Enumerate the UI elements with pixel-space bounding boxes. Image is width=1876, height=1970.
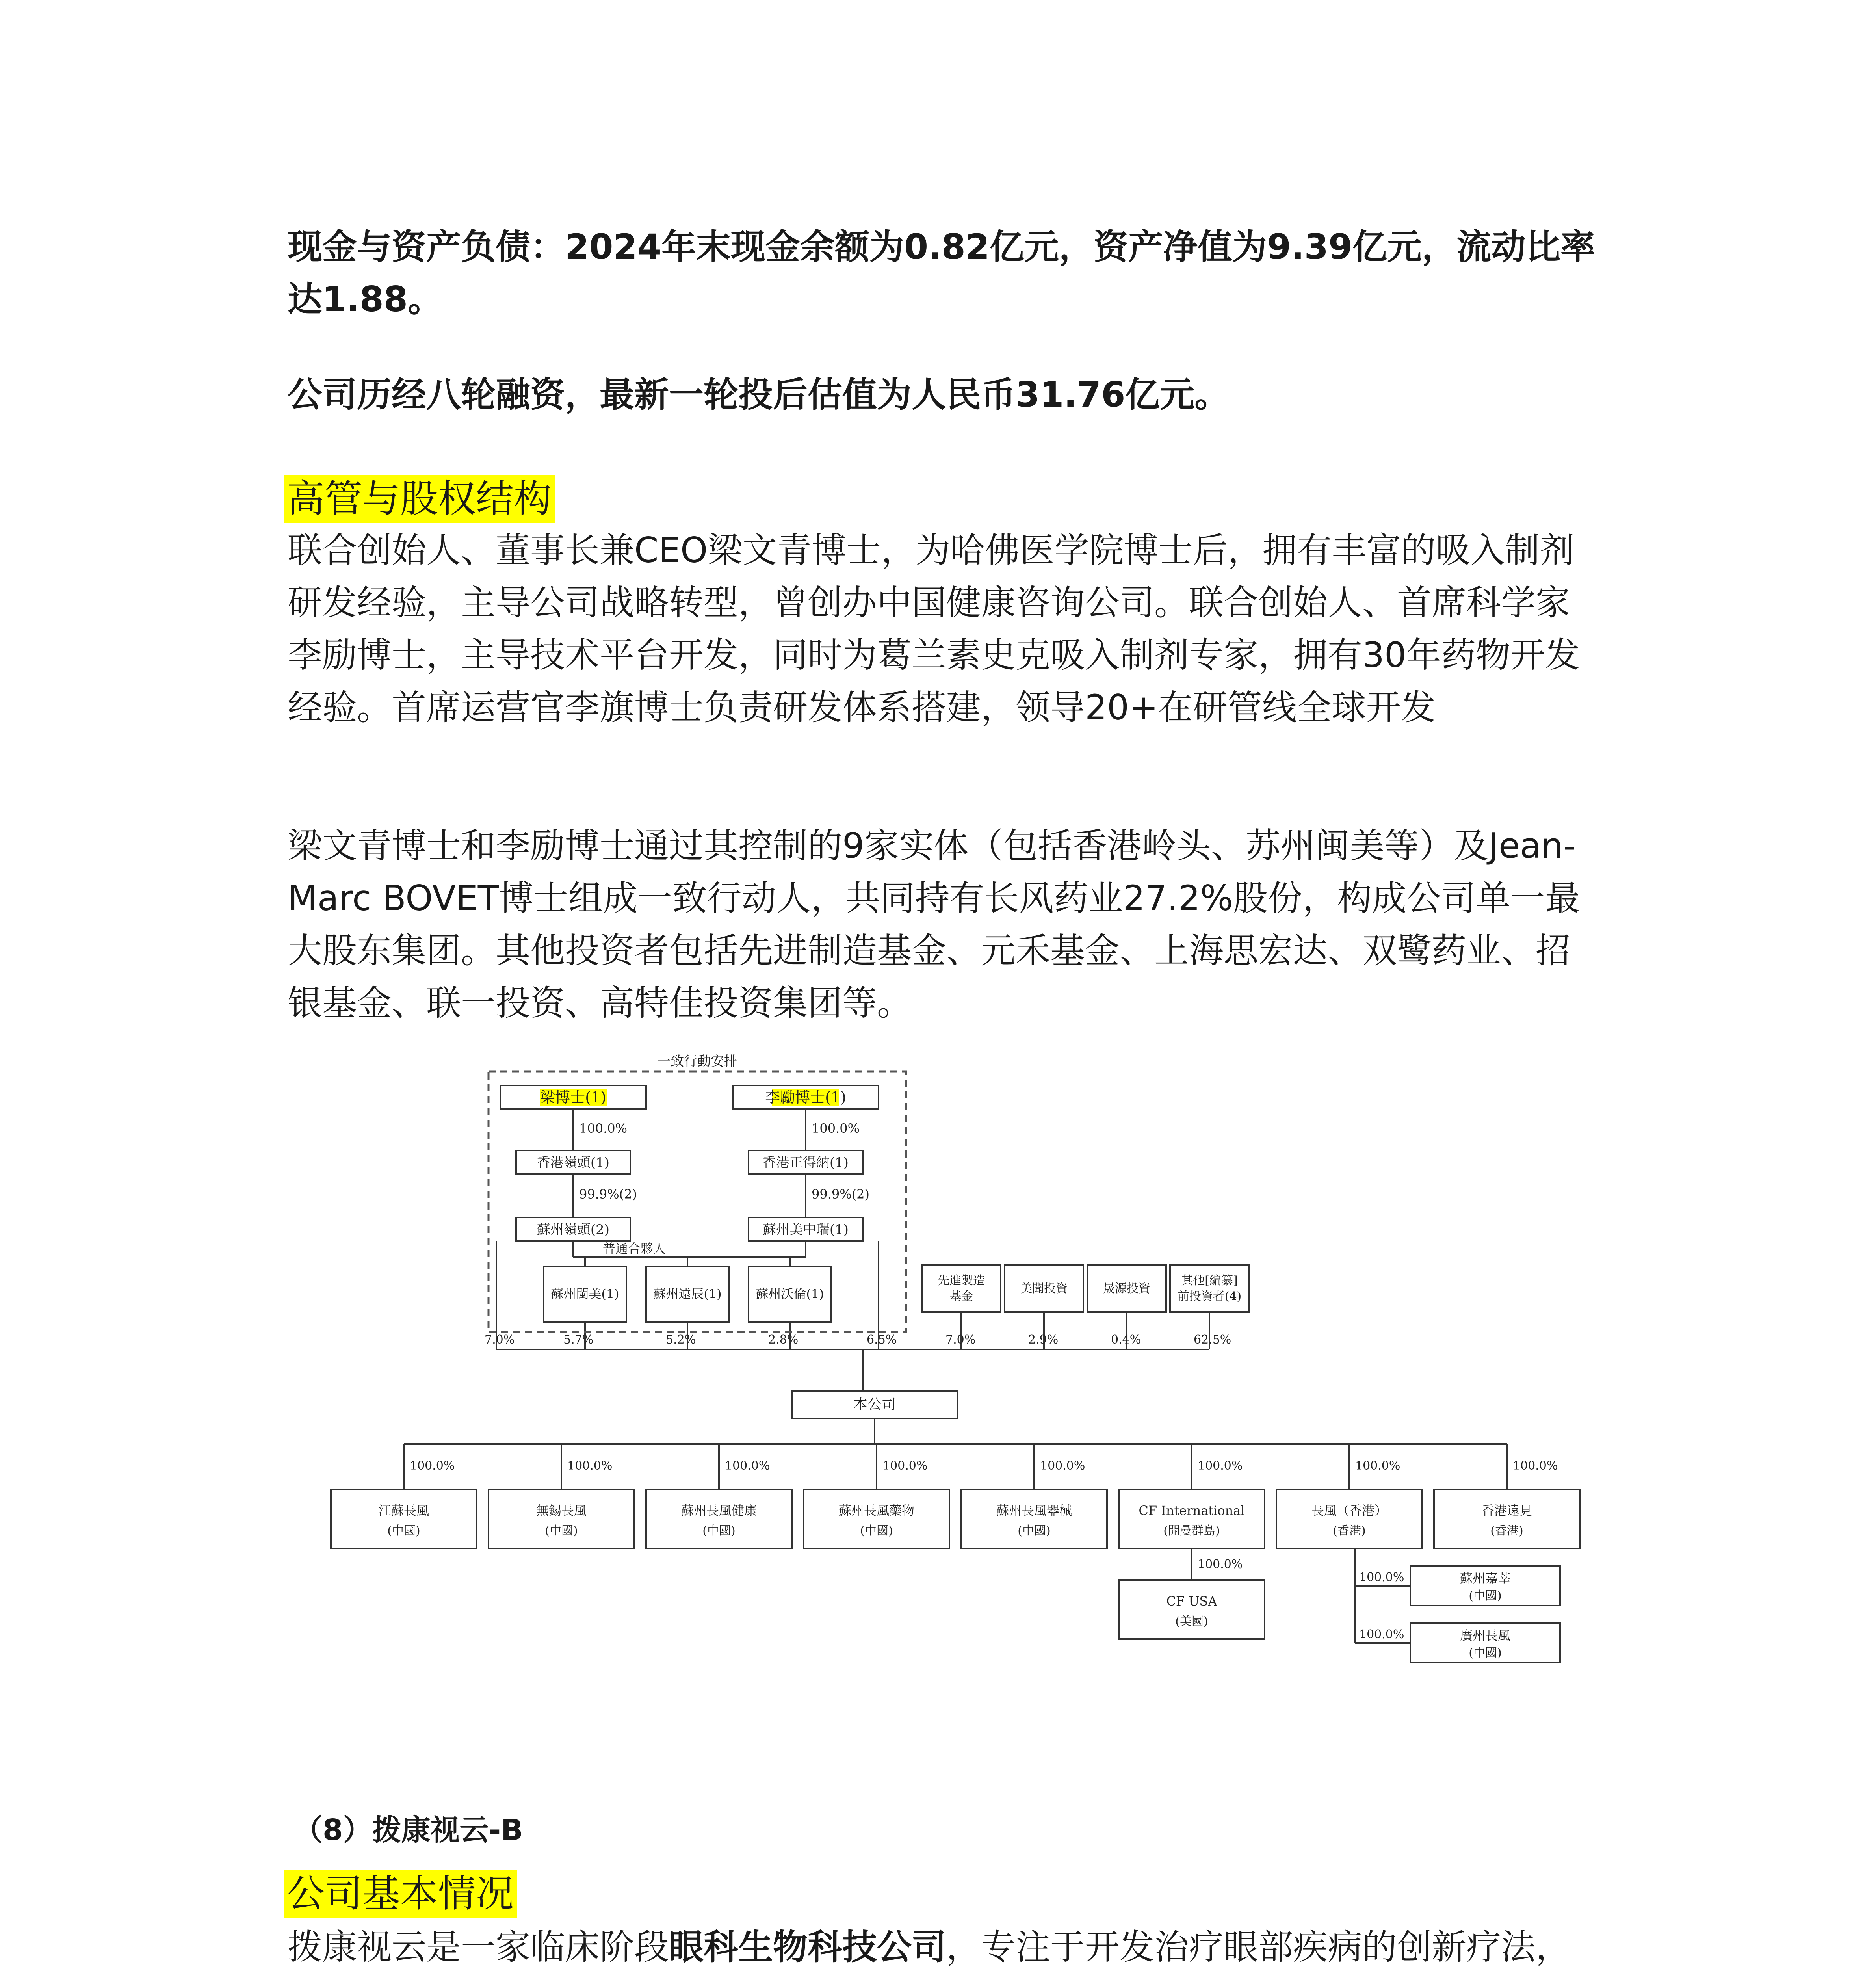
gp-label: 普通合夥人	[602, 1241, 666, 1256]
subsidiary-name: 蘇州長風健康	[681, 1503, 757, 1518]
subsidiary-pct: 100.0%	[1040, 1459, 1085, 1473]
financing-paragraph: 公司历经八轮融资，最新一轮投后估值为人民币31.76亿元。	[288, 374, 1230, 415]
holding-pct: 0.4%	[1111, 1333, 1141, 1347]
holding-pct: 5.7%	[563, 1333, 594, 1347]
cfusa-box	[1119, 1580, 1265, 1639]
investor-name: 前投資者(4)	[1177, 1290, 1242, 1303]
concert-party-title: 一致行動安排	[657, 1054, 737, 1069]
hksub-location: (中國)	[1469, 1646, 1502, 1660]
hk-pct: 100.0%	[579, 1121, 628, 1136]
investor-box	[922, 1265, 1001, 1312]
subsidiary-box	[489, 1489, 634, 1548]
cfusa-pct: 100.0%	[1198, 1557, 1243, 1571]
subsidiary-box	[1434, 1489, 1580, 1548]
hk-entity-name: 香港嶺頭(1)	[537, 1155, 610, 1171]
sz-pct: 99.9%(2)	[579, 1187, 637, 1202]
holding-pct: 5.2%	[666, 1333, 696, 1347]
sz-entity-name: 蘇州嶺頭(2)	[537, 1222, 610, 1238]
mgmt-heading: 高管与股权结构	[284, 475, 555, 523]
subsidiary-name: 香港遠見	[1481, 1503, 1532, 1518]
subsidiary-pct: 100.0%	[567, 1459, 613, 1473]
subsidiary-pct: 100.0%	[1513, 1459, 1558, 1473]
company-heading: （8）拨康视云-B	[293, 1813, 523, 1847]
subsidiary-name: 江蘇長風	[378, 1503, 429, 1518]
basic-info-heading: 公司基本情况	[284, 1870, 517, 1918]
subsidiary-location: (中國)	[387, 1524, 420, 1538]
subsidiary-pct: 100.0%	[1198, 1459, 1243, 1473]
holding-pct: 2.8%	[768, 1333, 799, 1347]
basic-info-paragraph: 拨康视云是一家临床阶段眼科生物科技公司，专注于开发治疗眼部疾病的创新疗法，	[288, 1927, 1571, 1967]
subsidiary-pct: 100.0%	[882, 1459, 928, 1473]
subsidiary-name: 無錫長風	[536, 1503, 587, 1518]
investor-name: 基金	[949, 1290, 973, 1303]
hksub-location: (中國)	[1469, 1589, 1502, 1603]
subsidiary-location: (中國)	[702, 1524, 736, 1538]
subsidiary-box	[646, 1489, 792, 1548]
cfusa-name: CF USA	[1166, 1594, 1217, 1609]
cash-paragraph: 现金与资产负债：2024年末现金余额为0.82亿元，资产净值为9.39亿元，流动比率达1.88。	[288, 227, 1596, 320]
subsidiary-location: (中國)	[545, 1524, 578, 1538]
hksub-name: 廣州長風	[1460, 1628, 1511, 1643]
investor-box	[1170, 1265, 1249, 1312]
subsidiary-location: (開曼群島)	[1163, 1524, 1220, 1538]
subsidiary-box	[1119, 1489, 1265, 1548]
subsidiary-pct: 100.0%	[410, 1459, 455, 1473]
hksub-pct: 100.0%	[1359, 1628, 1404, 1641]
partnership-name: 蘇州遠辰(1)	[653, 1286, 722, 1301]
investor-name: 美聞投資	[1020, 1282, 1068, 1295]
subsidiary-name: 長風（香港）	[1311, 1503, 1387, 1518]
subsidiary-box	[961, 1489, 1107, 1548]
founder-name: 李勵博士(1)	[765, 1089, 846, 1106]
subsidiary-location: (香港)	[1490, 1524, 1523, 1538]
subsidiary-name: 蘇州長風藥物	[838, 1503, 915, 1518]
mgmt-paragraph: 联合创始人、董事长兼CEO梁文青博士，为哈佛医学院博士后，拥有丰富的吸入制剂研发经验，主导公司战略转型，曾创办中国健康咨询公司。联合创始人、首席科学家李励博士，主导技术平台开发，同时为葛兰素史克吸入制剂专家，拥有30年药物开发经验。首席运营官李旗博士负责研发体系搭建，领导20+在研管线全球开发	[288, 530, 1580, 728]
holding-pct: 2.9%	[1028, 1333, 1059, 1347]
subsidiary-name: 蘇州長風器械	[996, 1503, 1072, 1518]
investor-name: 先進製造	[938, 1274, 985, 1288]
sz-pct: 99.9%(2)	[812, 1187, 869, 1202]
subsidiary-box	[331, 1489, 477, 1548]
hk-pct: 100.0%	[812, 1121, 860, 1136]
subsidiary-location: (中國)	[1018, 1524, 1051, 1538]
subsidiary-name: CF International	[1139, 1503, 1245, 1518]
cfusa-location: (美國)	[1175, 1615, 1208, 1628]
sz-entity-name: 蘇州美中瑞(1)	[762, 1222, 849, 1238]
holders-paragraph: 梁文青博士和李励博士通过其控制的9家实体（包括香港岭头、苏州闽美等）及Jean-Marc BOVET博士组成一致行动人，共同持有长风药业27.2%股份，构成公司单一最大股东集团。其他投资者包括先进制造基金、元禾基金、上海思宏达、双鹭药业、招银基金、联一投资、高特佳投资集团等。	[288, 825, 1580, 1023]
subsidiary-pct: 100.0%	[725, 1459, 770, 1473]
holding-pct: 7.0%	[945, 1333, 976, 1347]
shareholding-chart	[319, 1052, 1603, 1678]
partnership-name: 蘇州沃倫(1)	[756, 1286, 824, 1301]
founder-name: 梁博士(1)	[540, 1089, 606, 1106]
holding-pct: 7.0%	[485, 1333, 515, 1347]
subsidiary-location: (中國)	[860, 1524, 893, 1538]
subsidiary-box	[1276, 1489, 1422, 1548]
company-name: 本公司	[853, 1396, 896, 1412]
hksub-pct: 100.0%	[1359, 1570, 1404, 1584]
investor-name: 其他[編纂]	[1181, 1274, 1238, 1288]
partnership-name: 蘇州閩美(1)	[551, 1286, 619, 1301]
hksub-name: 蘇州嘉莘	[1460, 1571, 1511, 1586]
investor-name: 晟源投資	[1103, 1282, 1150, 1295]
holding-pct: 62.5%	[1194, 1333, 1231, 1347]
subsidiary-box	[804, 1489, 949, 1548]
hk-entity-name: 香港正得納(1)	[762, 1155, 849, 1171]
holding-pct: 6.5%	[867, 1333, 897, 1347]
subsidiary-location: (香港)	[1333, 1524, 1366, 1538]
subsidiary-pct: 100.0%	[1355, 1459, 1400, 1473]
